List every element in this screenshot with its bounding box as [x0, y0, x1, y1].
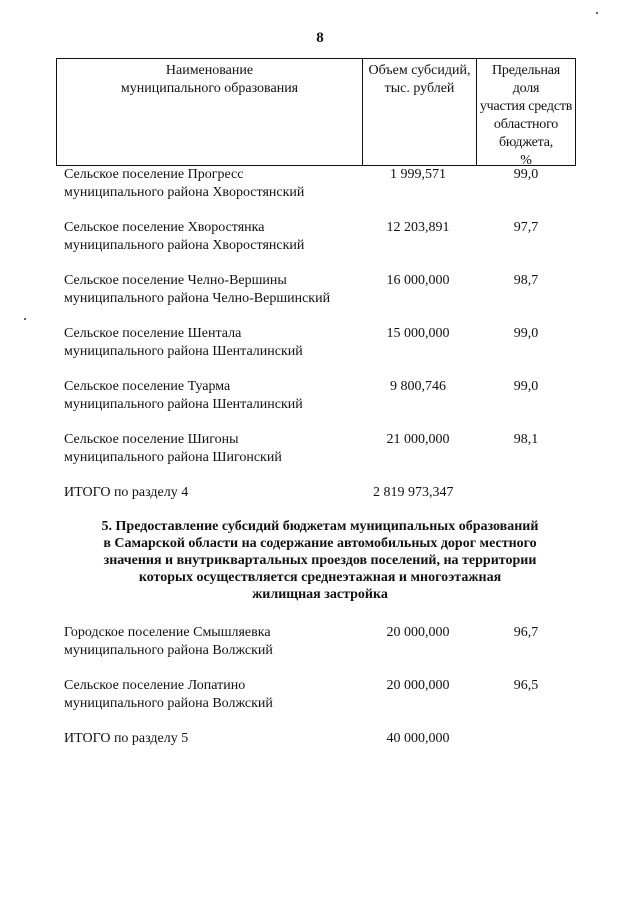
page-number: 8	[316, 30, 324, 46]
section-total-sum: 2 819 973,347	[373, 485, 454, 500]
table-row-share: 99,0	[513, 379, 539, 394]
section-total-label: ИТОГО по разделу 5	[64, 731, 189, 746]
table-row-sum: 1 999,571	[390, 167, 446, 182]
table-row-name: Сельское поселение Шентала муниципального района Шенталинский	[64, 326, 303, 359]
header-name-column: Наименование муниципального образования	[120, 63, 299, 96]
table-row-sum: 21 000,000	[386, 432, 450, 447]
table-row-share: 96,5	[513, 678, 539, 693]
table-row-share: 97,7	[513, 220, 539, 235]
table-row-share: 98,1	[513, 432, 539, 447]
table-row-name: Сельское поселение Шигоны муниципального района Шигонский	[64, 432, 282, 465]
section-title: 5. Предоставление субсидий бюджетам муниципальных образований в Самарской области на содержание автомобильных дорог местного значения и внутриквартальных проездов поселений, на территории которых осуществляется среднеэтажная и многоэтажная жилищная застройка	[101, 519, 539, 602]
table-row-name: Городское поселение Смышляевка муниципального района Волжский	[64, 625, 273, 658]
section-total-sum: 40 000,000	[386, 731, 450, 746]
table-row-sum: 9 800,746	[390, 379, 446, 394]
table-row-name: Сельское поселение Челно-Вершины муниципального района Челно-Вершинский	[64, 273, 331, 306]
table-row-name: Сельское поселение Туарма муниципального района Шенталинский	[64, 379, 303, 412]
table-row-share: 99,0	[513, 326, 539, 341]
table-row-sum: 15 000,000	[386, 326, 450, 341]
scan-speck	[24, 318, 26, 320]
header-sum-column: Объем субсидий, тыс. рублей	[368, 63, 471, 96]
table-row-name: Сельское поселение Лопатино муниципального района Волжский	[64, 678, 273, 711]
header-share-column: Предельная доля участия средств областного бюджета, %	[479, 63, 573, 168]
scan-speck	[596, 12, 598, 14]
table-row-name: Сельское поселение Хворостянка муниципального района Хворостянский	[64, 220, 305, 253]
table-row-share: 98,7	[513, 273, 539, 288]
table-row-share: 96,7	[513, 625, 539, 640]
table-row-share: 99,0	[513, 167, 539, 182]
table-row-sum: 20 000,000	[386, 625, 450, 640]
section-total-label: ИТОГО по разделу 4	[64, 485, 189, 500]
table-row-sum: 16 000,000	[386, 273, 450, 288]
table-row-name: Сельское поселение Прогресс муниципального района Хворостянский	[64, 167, 305, 200]
table-row-sum: 20 000,000	[386, 678, 450, 693]
table-row-sum: 12 203,891	[386, 220, 450, 235]
